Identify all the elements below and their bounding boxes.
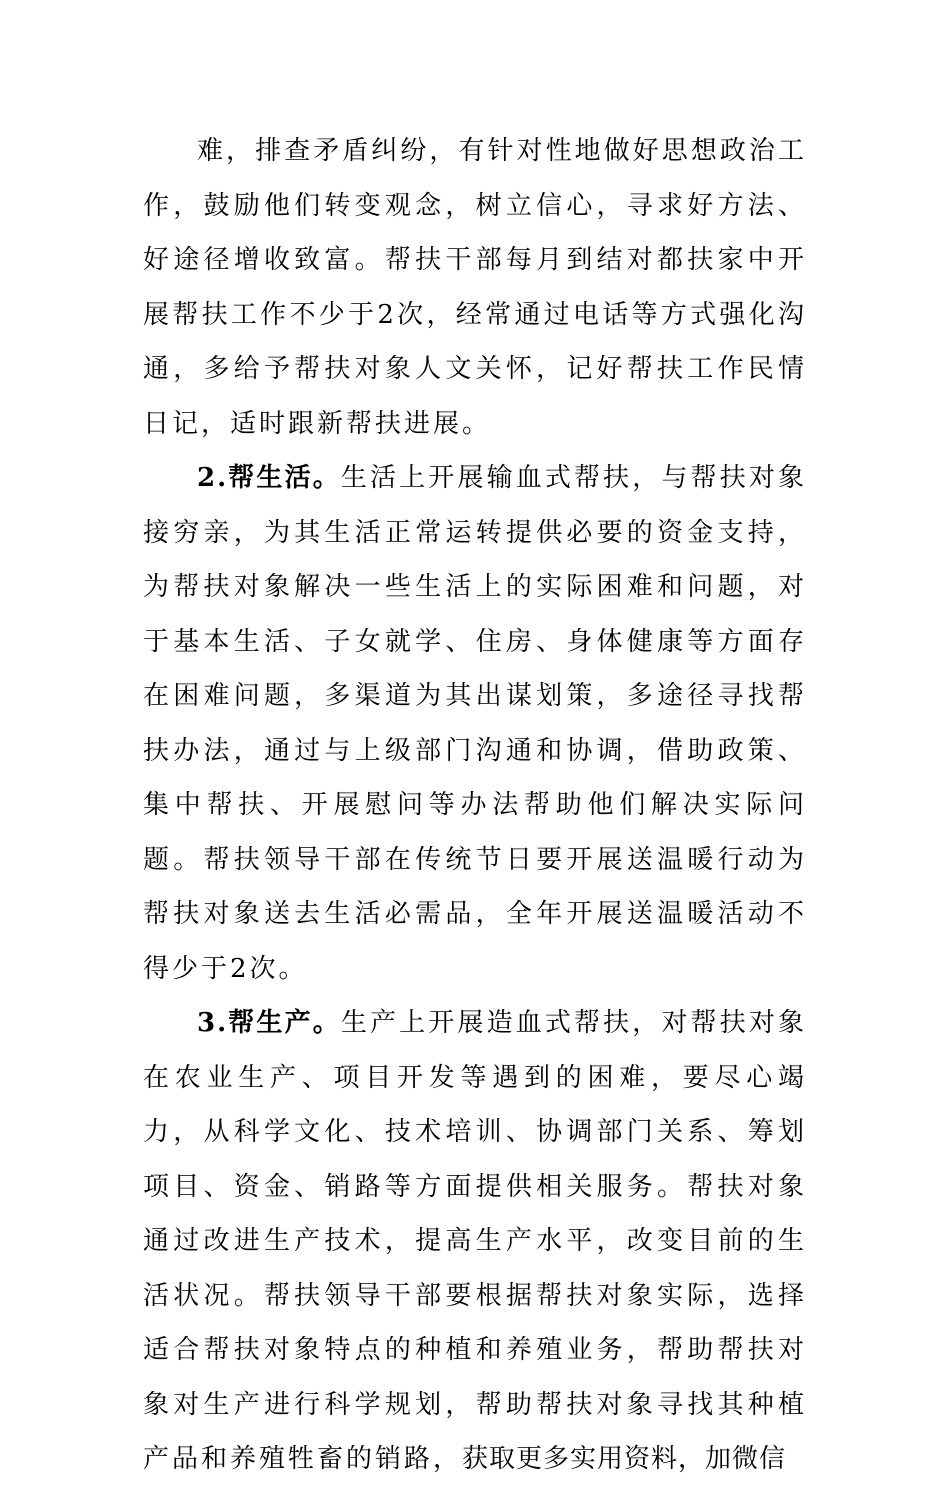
paragraph-1-text: 难，排查矛盾纠纷，有针对性地做好思想政治工作，鼓励他们转变观念，树立信心，寻求好方法、好途径增收致富。帮扶干部每月到结对都扶家中开展帮扶工作不少于2次，经常通过电话等方式强化沟通，多给予帮扶对象人文关怀，记好帮扶工作民情日记，适时跟新帮扶进展。 (143, 136, 807, 439)
paragraph-help-production (143, 996, 807, 1487)
promo-text: 获取更多实用资料，加微信 (462, 1444, 787, 1474)
paragraph-3-text: 生产上开展造血式帮扶，对帮扶对象在农业生产、项目开发等遇到的困难，要尽心竭力，从科学文化、技术培训、协调部门关系、筹划项目、资金、销路等方面提供相关服务。帮扶对象通过改进生产技术，提高生产水平，改变目前的生活状况。帮扶领导干部要根据帮扶对象实际，选择适合帮扶对象特点的种植和养殖业务，帮助帮扶对象对生产进行科学规划，帮助帮扶对象寻找其种植产品和养殖牲畜的销路， (143, 1008, 807, 1474)
document-body (143, 124, 807, 1487)
paragraph-help-life (143, 451, 807, 996)
section-heading-help-production: 3.帮生产。 (197, 1008, 341, 1038)
paragraph-continuation (143, 124, 807, 451)
section-heading-help-life: 2.帮生活。 (197, 463, 341, 493)
paragraph-2-text: 生活上开展输血式帮扶，与帮扶对象接穷亲，为其生活正常运转提供必要的资金支持，为帮扶对象解决一些生活上的实际困难和问题，对于基本生活、子女就学、住房、身体健康等方面存在困难问题，多渠道为其出谋划策，多途径寻找帮扶办法，通过与上级部门沟通和协调，借助政策、集中帮扶、开展慰问等办法帮助他们解决实际问题。帮扶领导干部在传统节日要开展送温暖行动为帮扶对象送去生活必需品，全年开展送温暖活动不得少于2次。 (143, 463, 807, 984)
